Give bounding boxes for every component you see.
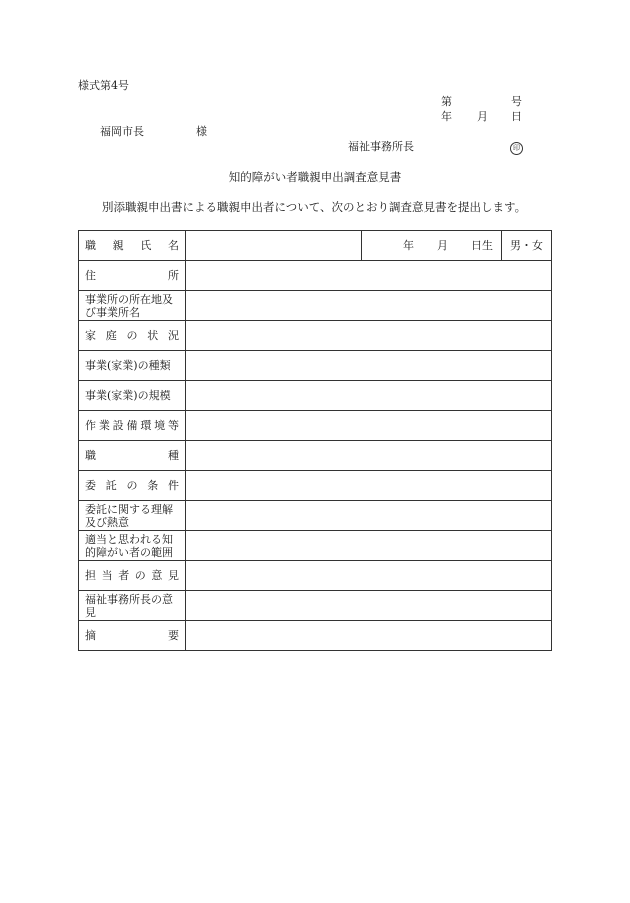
date-year: 年 xyxy=(441,110,452,123)
table-row xyxy=(79,321,552,351)
number-prefix: 第 xyxy=(441,95,452,108)
address-field[interactable] xyxy=(186,261,552,291)
label-eligible-range: 適当と思われる知的障がい者の範囲 xyxy=(79,531,186,561)
label-business-type: 事業(家業)の種類 xyxy=(79,351,186,381)
table-row xyxy=(79,411,552,441)
table-row xyxy=(79,561,552,591)
label-business-scale: 事業(家業)の規模 xyxy=(79,381,186,411)
label-address: 住 所 xyxy=(79,261,186,291)
form-number: 様式第4号 xyxy=(78,79,129,92)
sender: 福祉事務所長 xyxy=(348,140,414,153)
label-director-opinion: 福祉事務所長の意見 xyxy=(79,591,186,621)
table-row xyxy=(79,291,552,321)
survey-form-table xyxy=(78,230,552,651)
sex-field[interactable]: 男・女 xyxy=(502,231,552,261)
business-type-field[interactable] xyxy=(186,351,552,381)
staff-opinion-field[interactable] xyxy=(186,561,552,591)
table-row-name xyxy=(79,231,552,261)
table-row xyxy=(79,381,552,411)
table-row xyxy=(79,261,552,291)
understanding-field[interactable] xyxy=(186,501,552,531)
label-shokushin-name: 職 親 氏 名 xyxy=(79,231,186,261)
document-title: 知的障がい者職親申出調査意見書 xyxy=(228,170,402,184)
label-family-status: 家 庭 の 状 況 xyxy=(79,321,186,351)
table-row xyxy=(79,591,552,621)
name-field[interactable] xyxy=(186,231,362,261)
date-month: 月 xyxy=(477,110,488,123)
entrust-conditions-field[interactable] xyxy=(186,471,552,501)
label-job-type: 職 種 xyxy=(79,441,186,471)
honorific: 様 xyxy=(196,125,207,138)
family-status-field[interactable] xyxy=(186,321,552,351)
office-location-field[interactable] xyxy=(186,291,552,321)
table-row xyxy=(79,351,552,381)
label-facility-environment: 作 業 設 備 環 境 等 xyxy=(79,411,186,441)
label-entrust-conditions: 委 託 の 条 件 xyxy=(79,471,186,501)
table-row xyxy=(79,501,552,531)
seal-mark: 印 xyxy=(510,141,523,155)
job-type-field[interactable] xyxy=(186,441,552,471)
director-opinion-field[interactable] xyxy=(186,591,552,621)
addressee: 福岡市長 xyxy=(100,125,144,138)
label-remarks: 摘 要 xyxy=(79,621,186,651)
label-staff-opinion: 担 当 者 の 意 見 xyxy=(79,561,186,591)
date-day: 日 xyxy=(511,110,522,123)
table-row xyxy=(79,441,552,471)
table-row xyxy=(79,621,552,651)
birthdate-field[interactable]: 年 月 日生 xyxy=(362,231,502,261)
eligible-range-field[interactable] xyxy=(186,531,552,561)
number-suffix: 号 xyxy=(511,95,522,108)
table-row xyxy=(79,471,552,501)
label-office-location: 事業所の所在地及び事業所名 xyxy=(79,291,186,321)
table-row xyxy=(79,531,552,561)
facility-environment-field[interactable] xyxy=(186,411,552,441)
business-scale-field[interactable] xyxy=(186,381,552,411)
intro-text: 別添職親申出書による職親申出者について、次のとおり調査意見書を提出します。 xyxy=(102,200,527,214)
label-understanding: 委託に関する理解及び熱意 xyxy=(79,501,186,531)
remarks-field[interactable] xyxy=(186,621,552,651)
